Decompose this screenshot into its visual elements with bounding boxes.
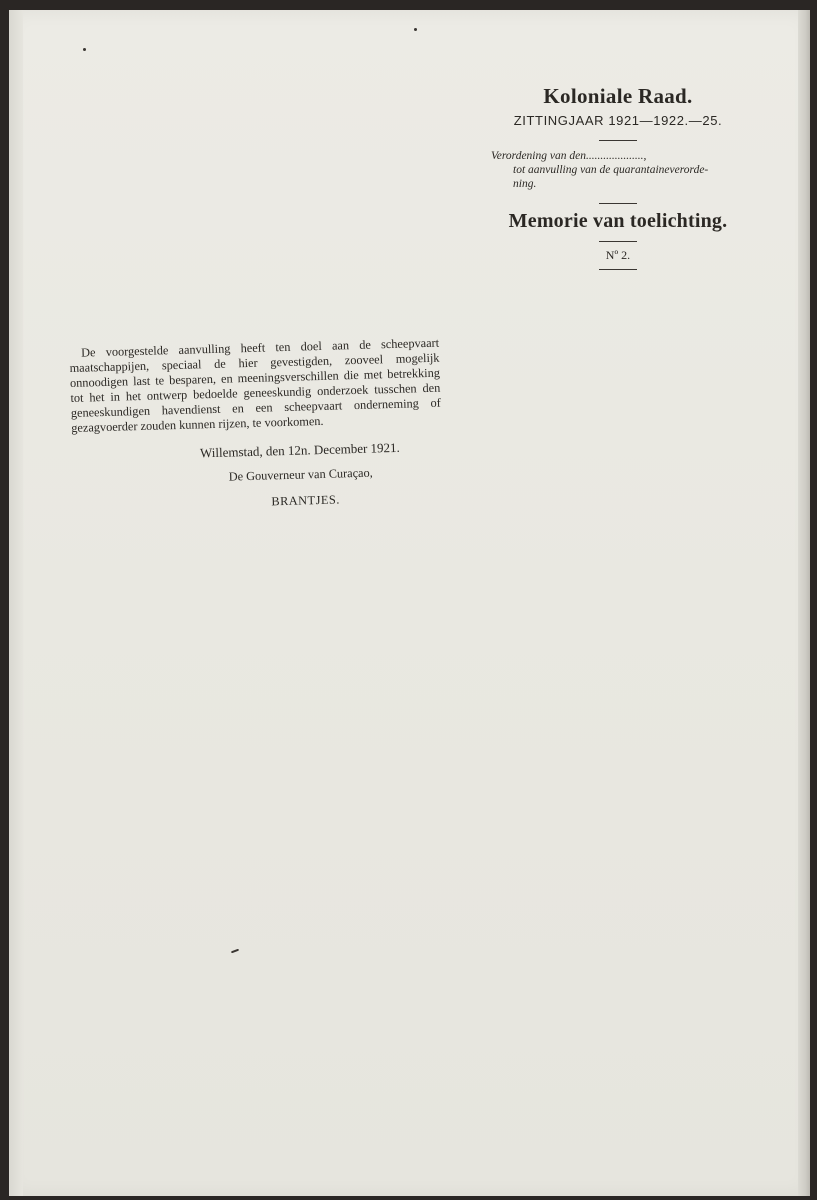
ordinance-subject: [483, 149, 753, 191]
document-header: [483, 84, 753, 270]
governor-title: De Gouverneur van Curaçao,: [228, 465, 373, 484]
signature: BRANTJES.: [271, 492, 340, 509]
session-year: ZITTINGJAAR 1921—1922.—25.: [513, 113, 723, 128]
document-page: [9, 10, 810, 1196]
document-number: Nº 2.: [605, 248, 631, 262]
page-edge: [798, 10, 810, 1196]
divider: [599, 203, 637, 204]
memo-paragraph: De voorgestelde aanvulling heeft ten doel aan de scheepvaart maatschappijen, speciaal de hier gevestigden, zooveel mogelijk onnoodigen last te besparen, en meeningsverschillen die met betrekking tot het in het ontwerp bedoelde geneeskundig onderzoek tusschen den geneeskundigen havendienst en een scheepvaart onderneming of gezagvoerder zouden kunnen rijzen, te voorkomen.: [69, 335, 441, 435]
subject-line-2: tot aanvulling van de quarantaineverorde-: [513, 164, 709, 176]
memo-body: [69, 336, 444, 515]
ink-speck: [414, 28, 417, 31]
subject-line-3: ning.: [513, 178, 537, 190]
divider: [599, 269, 637, 270]
divider: [599, 140, 637, 141]
ink-speck: [231, 949, 239, 954]
divider: [599, 241, 637, 242]
memo-title: Memorie van toelichting.: [508, 210, 728, 232]
place-date: Willemstad, den 12n. December 1921.: [199, 439, 401, 461]
page-gutter: [9, 10, 23, 1196]
ink-speck: [83, 48, 86, 51]
subject-line-1: Verordening van den....................,: [491, 150, 647, 162]
council-title: Koloniale Raad.: [543, 84, 693, 108]
